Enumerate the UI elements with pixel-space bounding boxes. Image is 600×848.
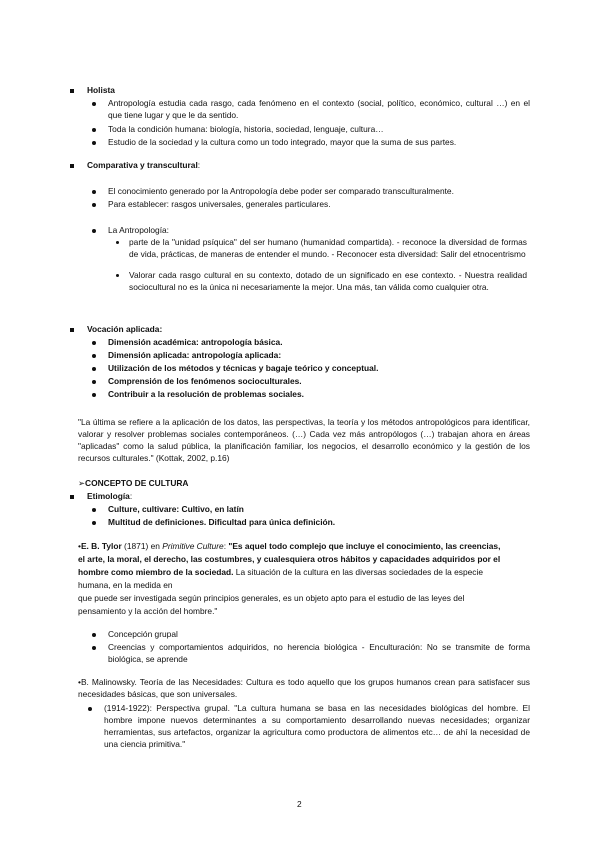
vocacion-bullet-1: Dimensión académica: antropología básica. (108, 337, 283, 347)
arrow-icon: ➢ (78, 478, 86, 488)
bullet-icon (92, 367, 96, 371)
bullet-icon (92, 508, 96, 512)
concepto-heading: ➢CONCEPTO DE CULTURA (78, 478, 189, 488)
la-antropologia-label: La Antropología: (108, 225, 170, 235)
section-bullet-icon (70, 164, 74, 168)
bullet-icon (92, 128, 96, 132)
sub-bullet-icon (116, 274, 119, 277)
bullet-icon (92, 521, 96, 525)
bullet-icon (92, 190, 96, 194)
tylor-line-5: que puede ser investigada según principios generales, es un objeto apto para el estudio de las leyes del (78, 593, 465, 603)
comparativa-sub-1: parte de la "unidad psíquica" del ser humano (humanidad compartida). - reconoce la diversidad de formas de vida, prácticas, de maneras de entender el mundo. - Reconocer esta diversidad: Salir del etnocentrismo (129, 237, 527, 259)
section-title-vocacion: Vocación aplicada: (87, 324, 163, 334)
bullet-icon (92, 633, 96, 637)
sub-bullet-icon (116, 241, 119, 244)
bullet-icon (92, 141, 96, 145)
etimologia-bullet-2: Multitud de definiciones. Dificultad para única definición. (108, 517, 336, 527)
tylor-line-4: humana, en la medida en (78, 580, 173, 590)
section-title-etimologia: Etimología: (87, 491, 133, 501)
holista-bullet-1: Antropología estudia cada rasgo, cada fenómeno en el contexto (social, político, económico, cultural …) en el que tiene lugar y que le da sentido. (108, 98, 530, 120)
vocacion-bullet-4: Comprensión de los fenómenos socioculturales. (108, 376, 302, 386)
bullet-icon (92, 102, 96, 106)
section-title-comparativa: Comparativa y transcultural: (87, 160, 201, 170)
page-number: 2 (297, 799, 302, 809)
vocacion-bullet-2: Dimensión aplicada: antropología aplicada: (108, 350, 282, 360)
tylor-line-1: •E. B. Tylor (1871) en Primitive Culture: "Es aquel todo complejo que incluye el conocimiento, las creencias, (78, 541, 501, 551)
tylor-bullet-2: Creencias y comportamientos adquiridos, no herencia biológica - Enculturación: No se transmite de forma biológica, se aprende (108, 642, 530, 664)
vocacion-bullet-5: Contribuir a la resolución de problemas sociales. (108, 389, 304, 399)
bullet-icon (92, 393, 96, 397)
kottak-quote: "La última se refiere a la aplicación de los datos, las perspectivas, la teoría y los métodos antropológicos para identificar, valorar y resolver problemas sociales contemporáneos. (…) Cada vez más antropólogos (…) trabajan ahora en áreas "aplicadas" como la salud pública, la planificación familiar, los negocios, el desarrollo económico y la gestión de los recursos culturales." (Kottak, 2002, p.16) (78, 417, 530, 463)
section-bullet-icon (70, 89, 74, 93)
malinowski-sub: (1914-1922): Perspectiva grupal. "La cultura humana se basa en las necesidades biológicas del hombre. El hombre impone nuevos determinantes a su comportamiento desarrollando nuevas necesidades; organizar herramientas, sus artefactos, organizar la agricultura como productora de alimentos etc… de ahí la necesidad de una ciencia primitiva." (104, 703, 530, 749)
vocacion-bullet-3: Utilización de los métodos y técnicas y bagaje teórico y conceptual. (108, 363, 379, 373)
tylor-line-6: pensamiento y la acción del hombre." (78, 606, 218, 616)
section-bullet-icon (70, 328, 74, 332)
tylor-bullet-1: Concepción grupal (108, 629, 178, 639)
tylor-line-3: hombre como miembro de la sociedad. La situación de la cultura en las diversas sociedades de la especie (78, 567, 483, 577)
bullet-icon (88, 707, 92, 711)
comparativa-sub-2: Valorar cada rasgo cultural en su contexto, dotado de un significado en ese contexto. - Nuestra realidad sociocultural no es la única ni necesariamente la mejor. Una más, tan válida como cualquier otra. (129, 270, 527, 292)
bullet-icon (92, 229, 96, 233)
bullet-icon (92, 354, 96, 358)
section-title-holista: Holista (87, 85, 115, 95)
bullet-icon (92, 646, 96, 650)
bullet-icon (92, 203, 96, 207)
tylor-line-2: el arte, la moral, el derecho, las costumbres, y cualesquiera otros hábitos y capacidades adquiridos por el (78, 554, 501, 564)
holista-bullet-3: Estudio de la sociedad y la cultura como un todo integrado, mayor que la suma de sus partes. (108, 137, 457, 147)
bullet-icon (92, 380, 96, 384)
section-bullet-icon (70, 495, 74, 499)
comparativa-bullet-2: Para establecer: rasgos universales, generales particulares. (108, 199, 331, 209)
holista-bullet-2: Toda la condición humana: biología, historia, sociedad, lenguaje, cultura… (108, 124, 384, 134)
etimologia-bullet-1: Culture, cultivare: Cultivo, en latín (108, 504, 244, 514)
comparativa-bullet-1: El conocimiento generado por la Antropología debe poder ser comparado transculturalmente. (108, 186, 454, 196)
malinowski-text: •B. Malinowsky. Teoría de las Necesidades: Cultura es todo aquello que los grupos humanos crean para satisfacer sus necesidades básicas, que son universales. (78, 677, 530, 699)
bullet-icon (92, 341, 96, 345)
